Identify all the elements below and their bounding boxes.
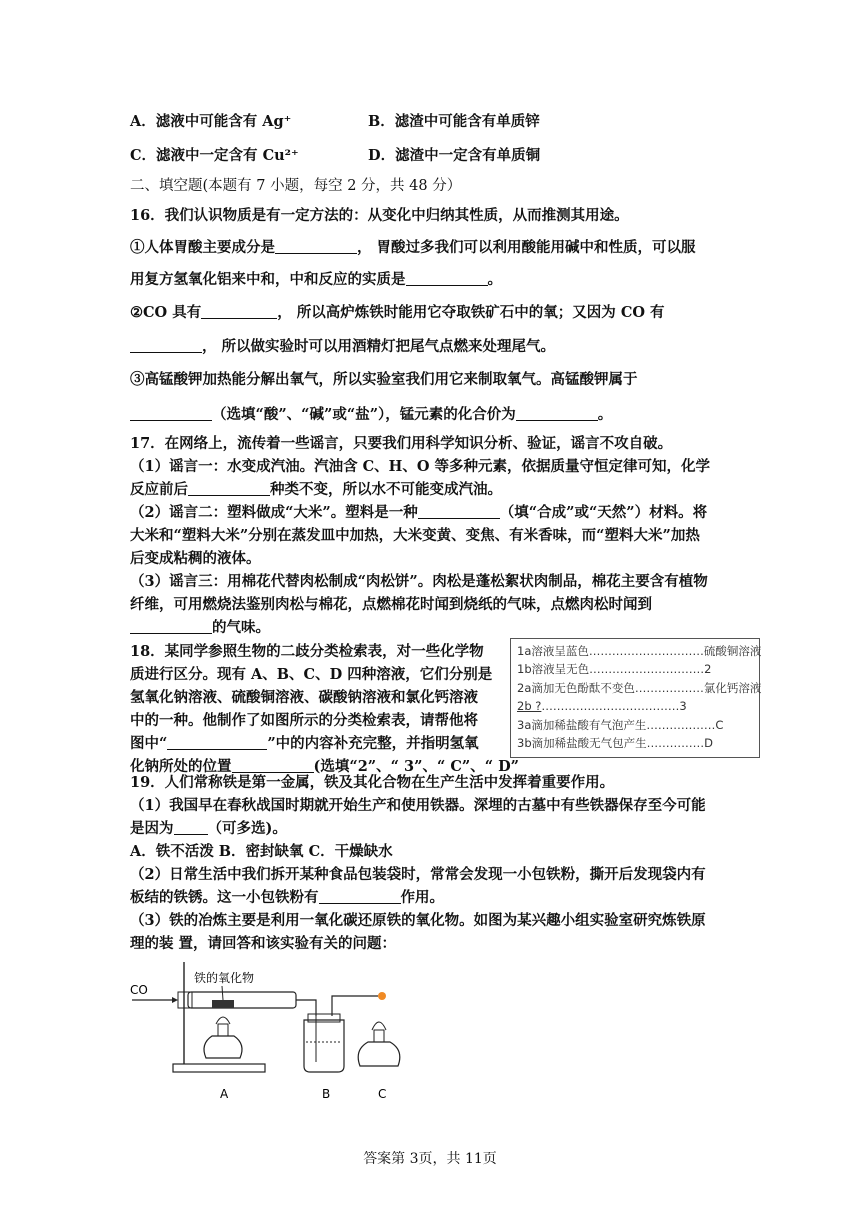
q16-part1-line1: ①人体胃酸主要成分是 ， 胃酸过多我们可以利用酸能用碱中和性质，可以服 [130,239,696,256]
option-a: A．滤液中可能含有 Ag⁺ [130,113,292,130]
q19-stem: 19．人们常称铁是第一金属，铁及其化合物在生产生活中发挥着重要作用。 [130,774,615,791]
q17-line1: （1）谣言一：水变成汽油。汽油含 C、H、O 等多种元素，依据质量守恒定律可知，化学 [130,458,711,475]
answer-blank[interactable] [167,735,267,750]
answer-blank[interactable] [406,271,488,286]
q16-stem: 16．我们认识物质是有一定方法的：从变化中归纳其性质，从而推测其用途。 [130,207,629,224]
q19-line2: 是因为 （可多选)。 [130,820,287,837]
clamp [178,992,192,1008]
q16-part3-line1: ③高锰酸钾加热能分解出氧气，所以实验室我们用它来制取氧气。高锰酸钾属于 [130,371,638,388]
key-row: 1b溶液呈无色…………………………2 [517,662,712,676]
classification-key-table [510,638,760,758]
q18-line6: 化钠所处的位置 (选填“2”、“ 3”、“ C”、“ D” [130,758,520,775]
answer-blank[interactable] [319,889,401,904]
key-row: 2b ?………………………………3 [517,699,687,713]
key-row: 3a滴加稀盐酸有气泡产生………………C [517,718,724,732]
q19-line7: 理的装 置，请回答和该实验有关的问题： [130,935,397,952]
option-d: D．滤渣中一定含有单质铜 [368,147,541,164]
option-b: B．滤渣中可能含有单质锌 [368,113,540,130]
option-c: C．滤液中一定含有 Cu²⁺ [130,147,299,164]
q17-stem: 17．在网络上，流传着一些谣言，只要我们用科学知识分析、验证，谣言不攻自破。 [130,435,673,452]
q19-line6: （3）铁的冶炼主要是利用一氧化碳还原铁的氧化物。如图为某兴趣小组实验室研究炼铁原 [130,912,706,929]
q16-part2-line2: ， 所以做实验时可以用酒精灯把尾气点燃来处理尾气。 [130,337,555,357]
q16-part2-line1: ②CO 具有 ， 所以高炉炼铁时能用它夺取铁矿石中的氧；又因为 CO 有 [130,304,665,321]
q18-line3: 氢氧化钠溶液、硫酸铜溶液、碳酸钠溶液和氯化钙溶液 [130,689,478,706]
answer-blank[interactable] [174,820,208,835]
label-b: B [322,1087,331,1101]
q17-line6: （3）谣言三：用棉花代替肉松制成“肉松饼”。肉松是蓬松絮状肉制品，棉花主要含有植物 [130,573,708,590]
key-row: 1a溶液呈蓝色…………………………硫酸铜溶液 [517,644,762,658]
q18-line4: 中的一种。他制作了如图所示的分类检索表，请帮他将 [130,712,478,729]
iron-oxide-sample [212,1000,234,1008]
label-a: A [220,1087,229,1101]
q17-line5: 后变成粘稠的液体。 [130,550,261,567]
stand-base [173,1064,265,1072]
oxide-label: 铁的氧化物 [194,971,255,985]
q19-line3: A．铁不活泼 B．密封缺氧 C．干燥缺水 [130,843,393,860]
answer-blank[interactable] [130,338,202,353]
q18-line5: 图中“ ”中的内容补充完整，并指明氢氧 [130,735,479,752]
key-row: 2a滴加无色酚酞不变色………………氯化钙溶液 [517,681,762,695]
answer-blank[interactable] [130,619,212,634]
q17-line7: 纤维，可用燃烧法鉴别肉松与棉花，点燃棉花时闻到烧纸的气味，点燃肉松时闻到 [130,596,652,613]
q16-part1-line2: 用复方氢氧化铝来中和，中和反应的实质是 。 [130,271,502,288]
answer-blank[interactable] [232,758,314,773]
answer-blank[interactable] [201,304,277,319]
q19-line5: 板结的铁锈。这一小包铁粉有 作用。 [130,889,444,906]
page-footer: 答案第 3页，共 11页 [363,1151,497,1167]
q18-line1: 18．某同学参照生物的二歧分类检索表，对一些化学物 [130,643,484,660]
q19-line4: （2）日常生活中我们拆开某种食品包装袋时，常常会发现一小包铁粉，撕开后发现袋内有 [130,866,706,883]
wash-bottle-b [304,1020,344,1072]
q16-part3-line2: （选填“酸”、“碱”或“盐”），锰元素的化合价为 。 [130,405,612,425]
co-label: CO [130,983,148,997]
iron-smelting-apparatus-figure [128,958,428,1108]
label-c: C [378,1087,387,1101]
q18-line2: 质进行区分。现有 A、B、C、D 四种溶液，它们分别是 [130,666,493,683]
q17-line8: 的气味。 [130,618,270,638]
reaction-tube [188,992,296,1008]
alcohol-lamp-a [204,1036,242,1058]
q19-line1: （1）我国早在春秋战国时期就开始生产和使用铁器。深埋的古墓中有些铁器保存至今可能 [130,797,706,814]
q17-line2: 反应前后 种类不变，所以水不可能变成汽油。 [130,481,502,498]
q17-line4: 大米和“塑料大米”分别在蒸发皿中加热，大米变黄、变焦、有米香味，而“塑料大米”加热 [130,527,700,544]
alcohol-lamp-c [358,1042,400,1066]
answer-blank[interactable] [516,406,598,421]
key-row: 3b滴加稀盐酸无气包产生……………D [517,736,713,750]
answer-blank[interactable] [130,406,212,421]
answer-blank[interactable] [275,239,357,254]
answer-blank[interactable] [188,481,270,496]
flame-icon [378,992,386,1000]
q17-line3: （2）谣言二：塑料做成“大米”。塑料是一种 （填“合成”或“天然”）材料。将 [130,504,708,521]
answer-blank[interactable] [418,504,500,519]
section-heading: 二、填空题(本题有 7 小题，每空 2 分，共 48 分） [130,178,462,194]
